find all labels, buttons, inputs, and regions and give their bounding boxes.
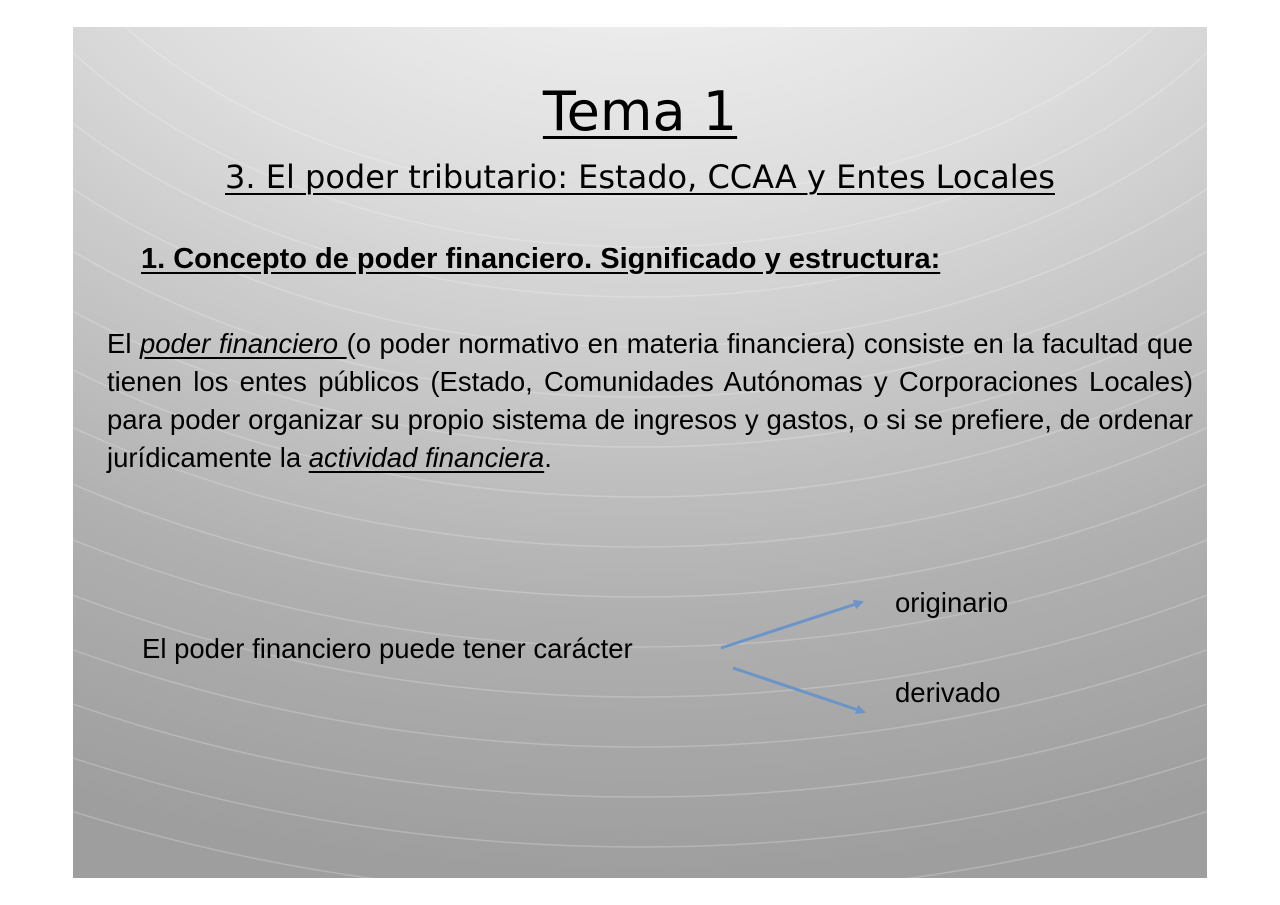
paragraph-text-start: El [107, 328, 140, 359]
option-derivado: derivado [895, 677, 1001, 708]
arrow-to-derivado [733, 668, 864, 712]
branch-arrows [73, 27, 1207, 878]
slide-title: Tema 1 [542, 80, 738, 143]
slide [73, 27, 1207, 878]
option-originario: originario [895, 587, 1009, 618]
paragraph-text-end: . [544, 442, 552, 473]
section-heading: 1. Concepto de poder financiero. Significado y estructura: [141, 243, 941, 275]
diagram-lead-text: El poder financiero puede tener carácter [142, 633, 633, 664]
term-poder-financiero: poder financiero [139, 328, 347, 359]
term-actividad-financiera: actividad financiera [308, 442, 545, 473]
slide-subtitle: 3. El poder tributario: Estado, CCAA y Entes Locales [225, 158, 1055, 196]
paragraph-text-middle: (o poder normativo en materia financiera) consiste en la facultad que tienen los entes públicos (Estado, Comunidades Autónomas y Corporaciones Locales) para poder organizar su propio sistema de ingresos y gastos, o si se prefiere, de ordenar jurídicamente la [107, 328, 1193, 473]
arrow-to-originario [721, 602, 862, 648]
